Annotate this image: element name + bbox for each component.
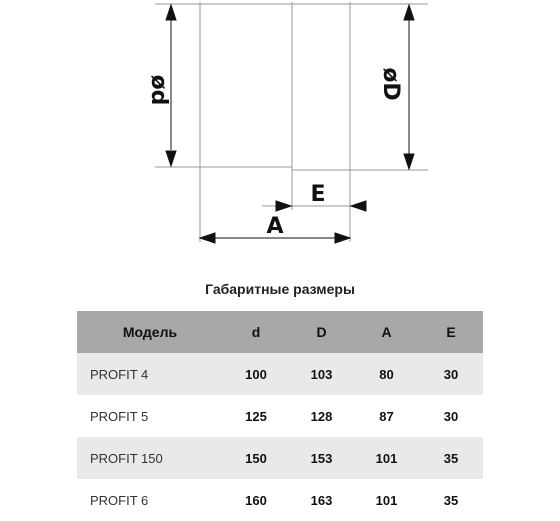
cell-A: 80 [379,366,394,382]
cell-E: 30 [443,408,459,424]
label-d: ød [146,74,171,106]
dimension-arrows [166,5,414,243]
cell-d: 150 [245,450,267,466]
cell-d: 160 [245,492,267,508]
cell-E: 35 [443,492,459,508]
header-d: d [251,324,261,340]
cell-E: 30 [443,366,459,382]
table-row [77,353,483,395]
table-row [77,437,483,479]
cell-model: PROFIT 4 [90,366,149,382]
label-E: E [310,182,326,207]
cell-A: 101 [375,450,398,466]
table-header-row [77,311,483,353]
header-D: D [316,324,327,340]
cell-model: PROFIT 5 [90,408,149,424]
cell-A: 87 [379,408,394,424]
cell-model: PROFIT 150 [90,450,163,466]
table-row [77,479,483,521]
label-A: A [266,214,284,239]
cell-D: 163 [310,492,333,508]
cell-E: 35 [443,450,459,466]
dimensions-table [77,311,483,521]
label-D: øD [378,67,403,101]
cell-model: PROFIT 6 [90,492,149,508]
header-model: Модель [122,324,178,340]
cell-d: 100 [245,366,267,382]
table-row [77,395,483,437]
cell-A: 101 [375,492,398,508]
cell-D: 153 [310,450,333,466]
table-title: Габаритные размеры [205,281,355,297]
cell-D: 128 [310,408,333,424]
header-E: E [446,324,456,340]
header-A: A [381,324,392,340]
cell-d: 125 [245,408,267,424]
cell-D: 103 [310,366,333,382]
